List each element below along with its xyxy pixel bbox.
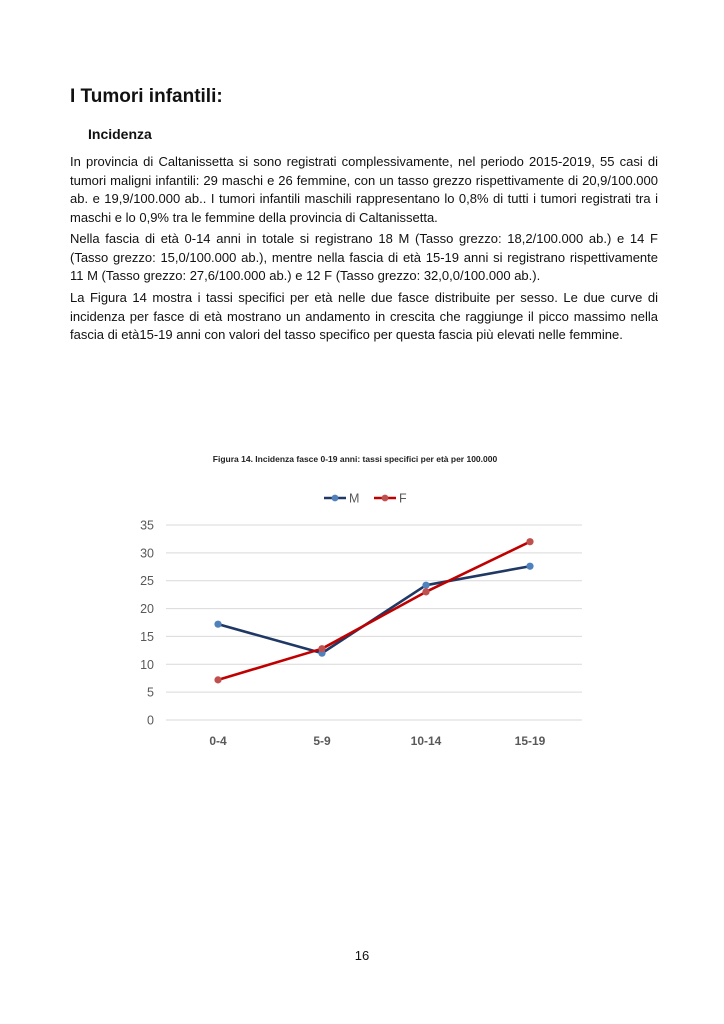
- series-F: [214, 538, 533, 683]
- y-tick-label: 20: [140, 602, 154, 617]
- series-M: [214, 563, 533, 657]
- chart-gridlines: [166, 525, 582, 720]
- y-axis: [140, 519, 154, 728]
- data-point-M: [526, 563, 533, 570]
- y-tick-label: 15: [140, 629, 154, 644]
- data-point-F: [214, 676, 221, 683]
- y-tick-label: 10: [140, 657, 154, 672]
- series-line-F: [218, 542, 530, 680]
- legend-swatch-marker: [332, 495, 339, 502]
- legend-label: F: [399, 491, 407, 506]
- paragraph-incidence-summary: In provincia di Caltanissetta si sono registrati complessivamente, nel periodo 2015-2019, 55 casi di tumori maligni infantili: 29 maschi e 26 femmine, con un tasso grezzo rispettivamente di 20,9/100.000 ab. e 19,9/100.000 ab.. I tumori infantili maschili rappresentano lo 0,8% di tutti i tumori registrati tra i maschi e lo 0,9% tra le femmine della provincia di Caltanissetta.: [70, 154, 658, 225]
- y-tick-label: 5: [147, 685, 154, 700]
- y-tick-label: 25: [140, 574, 154, 589]
- x-tick-label: 15-19: [514, 734, 546, 748]
- data-point-F: [422, 588, 429, 595]
- x-tick-label: 5-9: [313, 734, 331, 748]
- data-point-F: [526, 538, 533, 545]
- x-tick-label: 0-4: [209, 734, 227, 748]
- paragraph-age-groups: Nella fascia di età 0-14 anni in totale si registrano 18 M (Tasso grezzo: 18,2/100.000 ab.) e 14 F (Tasso grezzo: 15,0/100.000 ab.), mentre nella fascia di età 15-19 anni si registrano rispettivamente 11 M (Tasso grezzo: 27,6/100.000 ab.) e 12 F (Tasso grezzo: 32,0,0/100.000 ab.).: [70, 231, 658, 283]
- series-line-M: [218, 566, 530, 653]
- data-point-M: [422, 582, 429, 589]
- legend-label: M: [349, 491, 360, 506]
- y-tick-label: 35: [140, 518, 154, 533]
- page-number: 16: [354, 948, 370, 963]
- x-tick-label: 10-14: [410, 734, 442, 748]
- chart-series: [214, 538, 533, 683]
- legend-item-M: [324, 492, 359, 506]
- data-point-M: [214, 621, 221, 628]
- y-tick-label: 30: [140, 546, 154, 561]
- chart-legend: [324, 492, 407, 506]
- y-tick-label: 0: [147, 713, 154, 728]
- subsection-heading: Incidenza: [88, 126, 152, 142]
- paragraph-figure-description: La Figura 14 mostra i tassi specifici per età nelle due fasce distribuite per sesso. Le due curve di incidenza per fasce di età mostrano un andamento in crescita che raggiunge il picco massimo nella fascia di età15-19 anni con valori del tasso specifico per questa fascia più elevati nelle femmine.: [70, 290, 658, 342]
- x-axis: [209, 734, 545, 748]
- section-heading: I Tumori infantili:: [70, 86, 223, 107]
- incidence-line-chart: [110, 448, 600, 758]
- legend-swatch-marker: [382, 495, 389, 502]
- data-point-F: [318, 645, 325, 652]
- legend-item-F: [374, 492, 407, 506]
- chart-title: Figura 14. Incidenza fasce 0-19 anni: tassi specifici per età per 100.000: [212, 454, 498, 464]
